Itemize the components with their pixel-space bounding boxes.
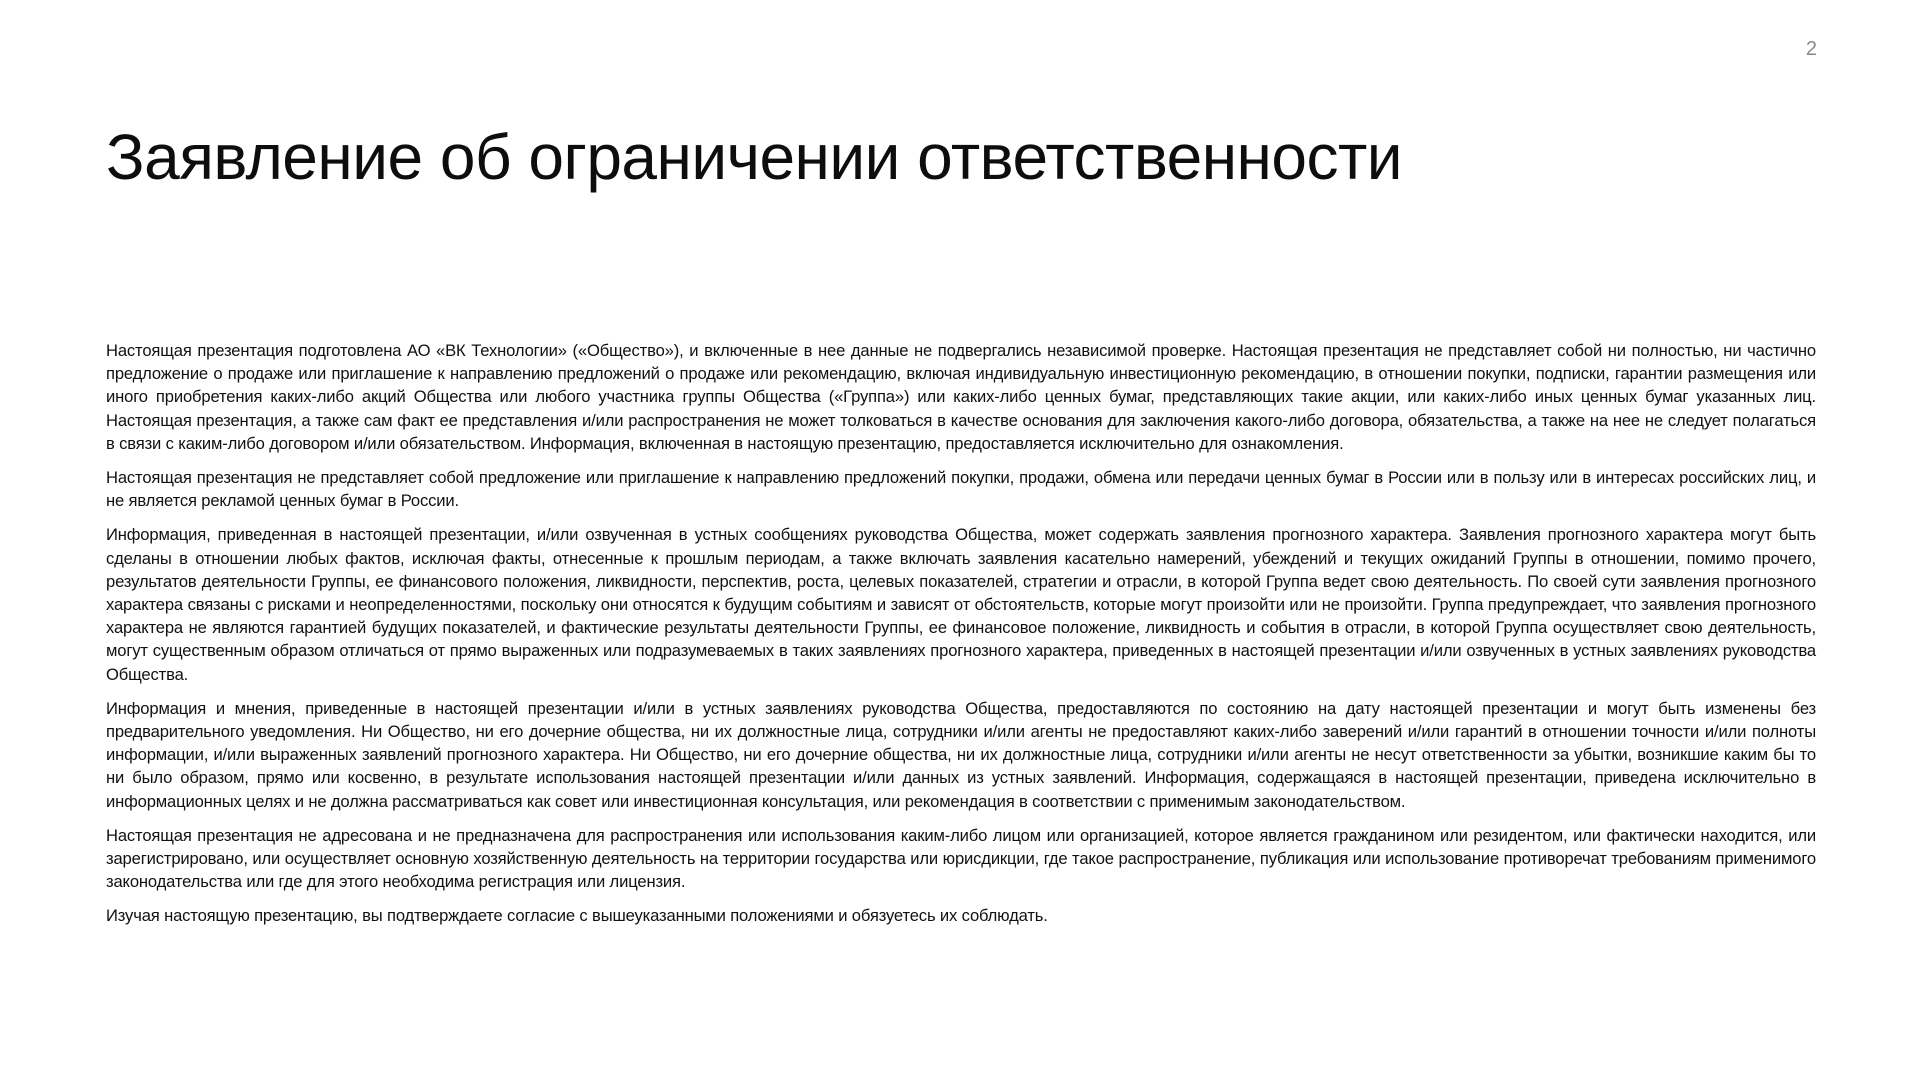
page-title: Заявление об ограничении ответственности [106,121,1403,193]
disclaimer-paragraph-6: Изучая настоящую презентацию, вы подтверждаете согласие с вышеуказанными положениями и обязуетесь их соблюдать. [106,906,1048,926]
disclaimer-paragraph-1: Настоящая презентация подготовлена АО «ВК Технологии» («Общество»), и включенные в нее данные не подвергались независимой проверке. Настоящая презентация не представляет собой ни полностью, ни частично предложение о продаже или приглашение к направлению предложений о продаже или рекомендацию, включая индивидуальную инвестиционную рекомендацию, в отношении покупки, подписки, гарантии размещения или иного приобретения каких-либо акций Общества или любого участника группы Общества («Группа») или каких-либо ценных бумаг, представляющих такие акции, или каких-либо иных ценных бумаг указанных лиц. Настоящая презентация, а также сам факт ее представления и/или распространения не может толковаться в качестве основания для заключения какого-либо договора, обязательства, а также на нее не следует полагаться в связи с каким-либо договором и/или обязательством. Информация, включенная в настоящую презентацию, предоставляется исключительно для ознакомления. [106,341,1816,453]
disclaimer-paragraph-3: Информация, приведенная в настоящей презентации, и/или озвученная в устных сообщениях руководства Общества, может содержать заявления прогнозного характера. Заявления прогнозного характера могут быть сделаны в отношении любых фактов, исключая факты, отнесенные к прошлым периодам, а также включать заявления касательно намерений, убеждений и текущих ожиданий Группы в отношении, помимо прочего, результатов деятельности Группы, ее финансового положения, ликвидности, перспектив, роста, целевых показателей, стратегии и отрасли, в которой Группа ведет свою деятельность. По своей сути заявления прогнозного характера связаны с рисками и неопределенностями, поскольку они относятся к будущим событиям и зависят от обстоятельств, которые могут произойти или не произойти. Группа предупреждает, что заявления прогнозного характера не являются гарантией будущих показателей, и фактические результаты деятельности Группы, ее финансовое положение, ликвидность и события в отрасли, в которой Группа осуществляет свою деятельность, могут существенным образом отличаться от прямо выраженных или подразумеваемых в таких заявлениях прогнозного характера, приведенных в настоящей презентации и/или озвученных в устных заявлениях руководства Общества. [106,525,1816,684]
page-number: 2 [1805,38,1817,60]
disclaimer-paragraph-4: Информация и мнения, приведенные в настоящей презентации и/или в устных заявлениях руководства Общества, предоставляются по состоянию на дату настоящей презентации и могут быть изменены без предварительного уведомления. Ни Общество, ни его дочерние общества, ни их должностные лица, сотрудники и/или агенты не предоставляют каких-либо заверений и/или гарантий в отношении точности и/или полноты информации, и/или выраженных заявлений прогнозного характера. Ни Общество, ни его дочерние общества, ни их должностные лица, сотрудники и/или агенты не несут ответственности за убытки, возникшие каким бы то ни было образом, прямо или косвенно, в результате использования настоящей презентации и/или данных из устных заявлений. Информация, содержащаяся в настоящей презентации, приведена исключительно в информационных целях и не должна рассматриваться как совет или инвестиционная консультация, или рекомендация в соответствии с применимым законодательством. [106,698,1816,811]
disclaimer-body [106,339,1816,939]
disclaimer-paragraph-5: Настоящая презентация не адресована и не предназначена для распространения или использования каким-либо лицом или организацией, которое является гражданином или резидентом, или фактически находится, или зарегистрировано, или осуществляет основную хозяйственную деятельность на территории государства или юрисдикции, где такое распространение, публикация или использование противоречат требованиям применимого законодательства или где для этого необходима регистрация или лицензия. [106,825,1816,892]
disclaimer-paragraph-2: Настоящая презентация не представляет собой предложение или приглашение к направлению предложений покупки, продажи, обмена или передачи ценных бумаг в России или в пользу или в интересах российских лиц, и не является рекламой ценных бумаг в России. [106,468,1816,511]
